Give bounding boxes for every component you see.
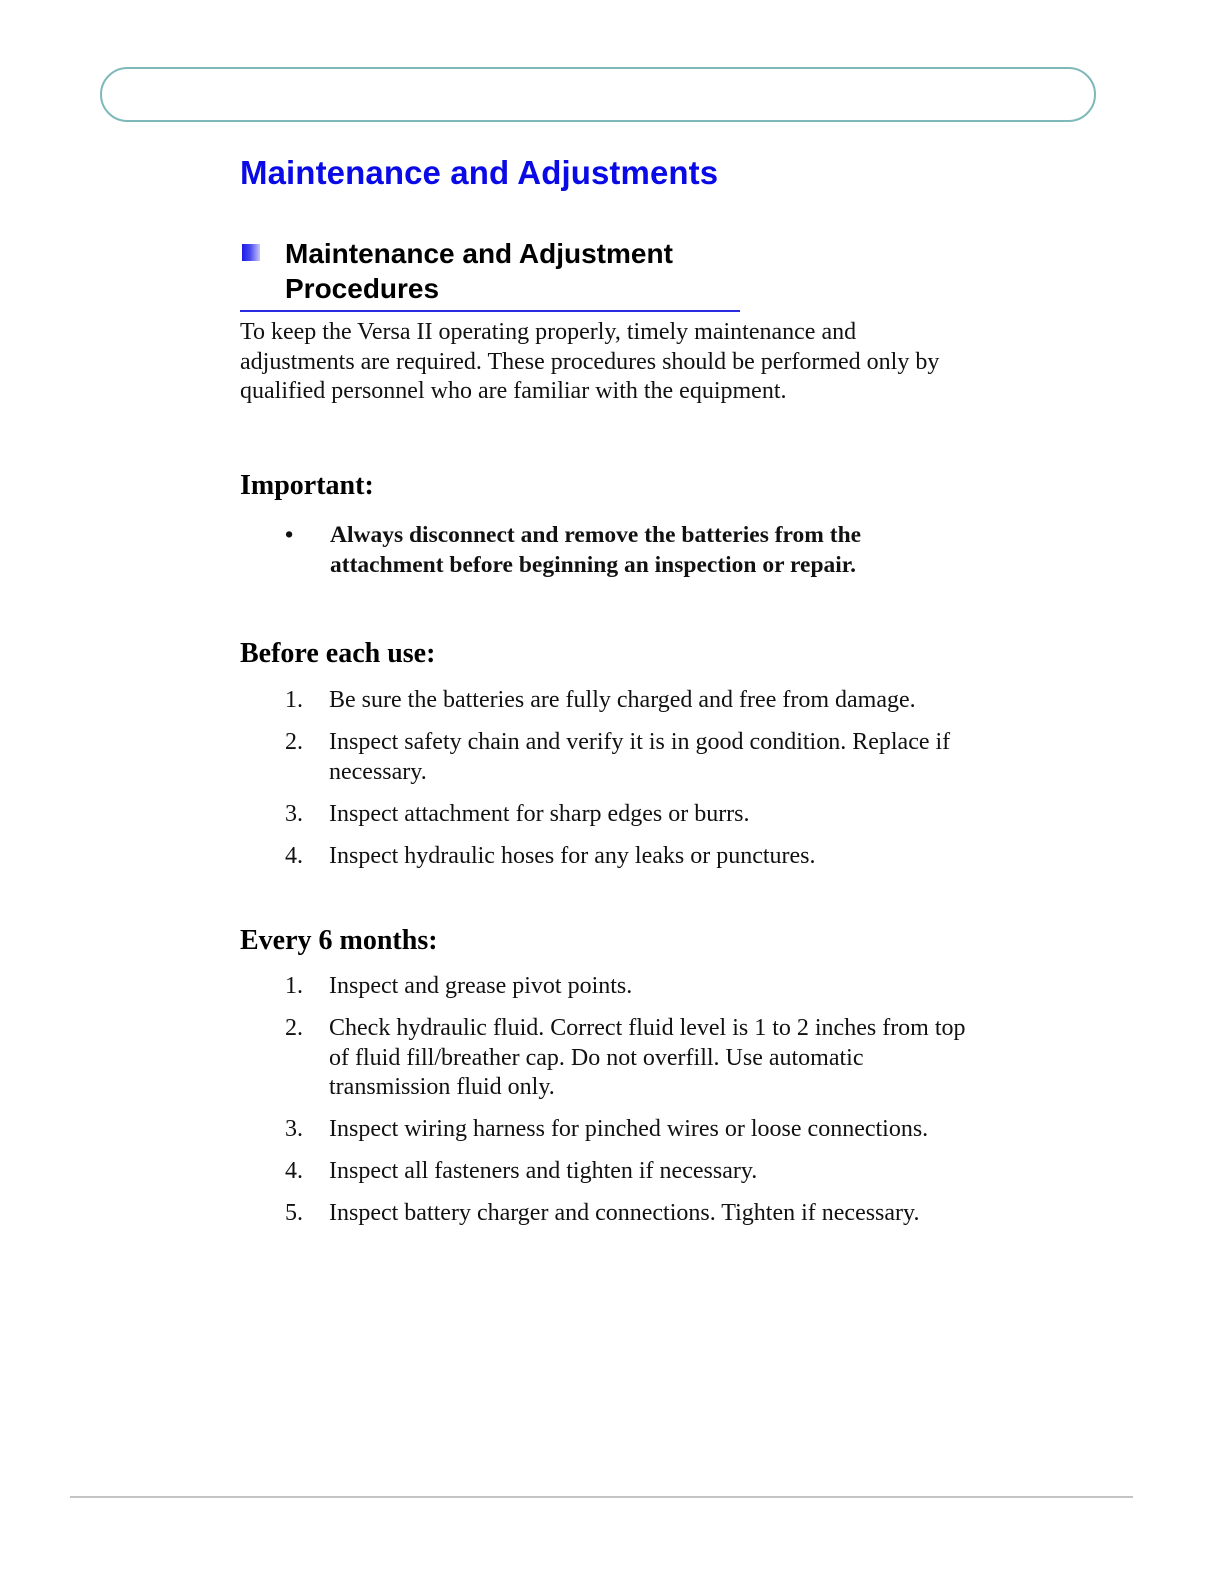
every-6-months-heading: Every 6 months: <box>240 925 438 956</box>
footer-rule <box>70 1496 1133 1498</box>
important-heading: Important: <box>240 470 374 501</box>
list-number: 4. <box>285 842 303 869</box>
section-subheading <box>240 236 740 312</box>
list-number: 1. <box>285 973 303 999</box>
list-item <box>240 842 980 872</box>
bullet-dot-icon: • <box>285 522 294 548</box>
gradient-square-bullet-icon <box>242 244 260 261</box>
important-item <box>240 520 940 580</box>
list-number: 3. <box>285 1116 303 1142</box>
list-item-text: Inspect hydraulic hoses for any leaks or punctures. <box>329 842 816 869</box>
page-header-frame <box>100 67 1096 122</box>
list-item-text: Check hydraulic fluid. Correct fluid level is 1 to 2 inches from top of fluid fill/breather cap. Do not overfill. Use automatic transmission fluid only. <box>329 1015 966 1100</box>
important-list <box>240 520 940 580</box>
list-item-text: Inspect safety chain and verify it is in good condition. Replace if necessary. <box>329 729 951 785</box>
list-number: 5. <box>285 1200 303 1226</box>
page-title: Maintenance and Adjustments <box>240 154 719 191</box>
every-6-months-list <box>240 972 980 1241</box>
list-item <box>240 686 980 716</box>
list-item <box>240 800 980 830</box>
list-number: 3. <box>285 800 303 827</box>
list-item-text: Be sure the batteries are fully charged and free from damage. <box>329 687 916 713</box>
subheading-line-1: Maintenance and Adjustment <box>285 238 673 269</box>
important-item-text: Always disconnect and remove the batteries from the attachment before beginning an inspection or repair. <box>330 522 862 578</box>
list-item <box>240 972 980 1002</box>
list-item <box>240 1157 980 1187</box>
list-number: 1. <box>285 687 303 713</box>
list-item-text: Inspect and grease pivot points. <box>329 973 633 999</box>
list-item-text: Inspect attachment for sharp edges or burrs. <box>329 800 750 827</box>
intro-paragraph: To keep the Versa II operating properly, timely maintenance and adjustments are required. These procedures should be performed only by qualified personnel who are familiar with the equipment. <box>240 319 940 404</box>
list-item <box>240 728 969 787</box>
list-item <box>240 1199 980 1229</box>
list-number: 4. <box>285 1158 303 1184</box>
list-item-text: Inspect battery charger and connections. Tighten if necessary. <box>329 1200 920 1226</box>
before-each-use-heading: Before each use: <box>240 638 436 669</box>
list-number: 2. <box>285 1015 303 1041</box>
list-number: 2. <box>285 729 303 755</box>
list-item-text: Inspect wiring harness for pinched wires or loose connections. <box>329 1116 929 1142</box>
list-item <box>240 1115 980 1145</box>
subheading-line-2: Procedures <box>285 273 440 304</box>
subheading-text <box>285 236 740 306</box>
list-item-text: Inspect all fasteners and tighten if necessary. <box>329 1158 758 1184</box>
list-item <box>240 1014 969 1103</box>
before-each-use-list <box>240 686 980 884</box>
